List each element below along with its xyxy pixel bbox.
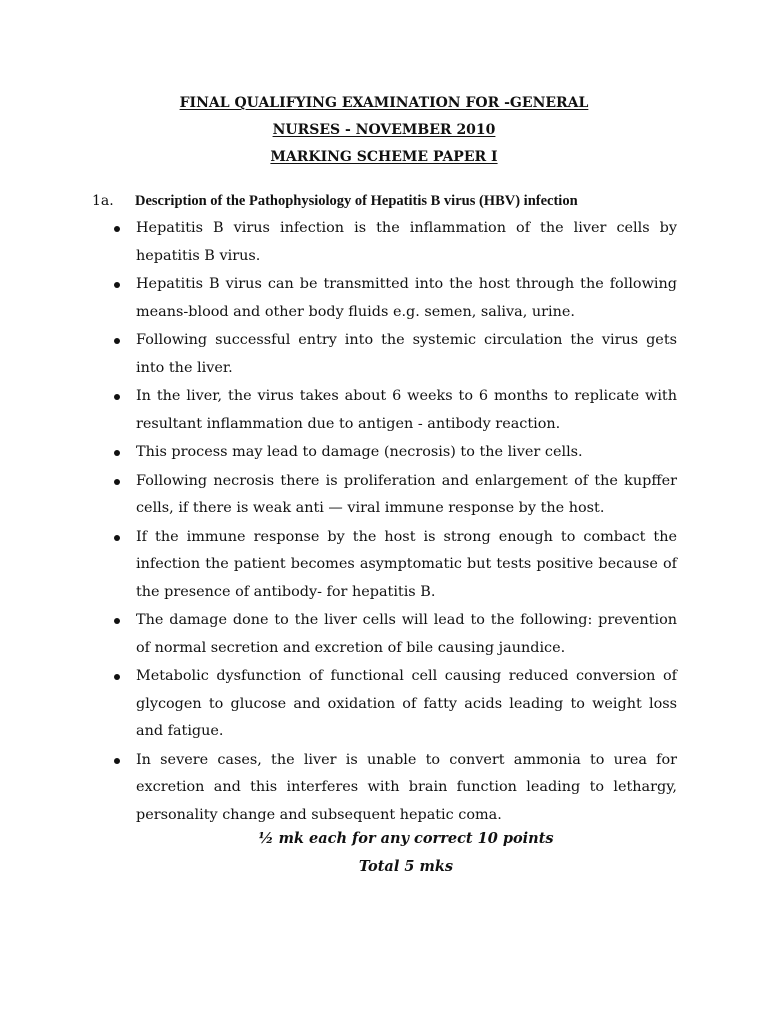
marks-total: Total 5 mks xyxy=(358,858,454,875)
bullet-icon xyxy=(114,674,120,680)
answer-point xyxy=(136,747,677,830)
answer-point xyxy=(136,439,677,467)
question-heading: Description of the Pathophysiology of Hepatitis B virus (HBV) infection xyxy=(135,193,578,209)
bullet-icon xyxy=(114,226,120,232)
answer-point xyxy=(136,524,677,607)
bullet-icon xyxy=(114,618,120,624)
bullet-icon xyxy=(114,282,120,288)
answer-point-text: If the immune response by the host is strong enough to combact the infection the patient becomes asymptomatic but tests positive because of the presence of antibody- for hepatitis B. xyxy=(136,528,677,600)
answer-point xyxy=(136,383,677,438)
answer-point xyxy=(136,215,677,270)
bullet-icon xyxy=(114,535,120,541)
exam-title-line-1: FINAL QUALIFYING EXAMINATION FOR -GENERAL xyxy=(179,95,589,111)
answer-point xyxy=(136,271,677,326)
answer-point-text: Following necrosis there is proliferation and enlargement of the kupffer cells, if there is weak anti — viral immune response by the host. xyxy=(136,472,677,516)
answer-point xyxy=(136,468,677,523)
marks-per-point: ½ mk each for any correct 10 points xyxy=(258,830,554,847)
answer-point-text: The damage done to the liver cells will lead to the following: prevention of normal secretion and excretion of bile causing jaundice. xyxy=(136,612,677,656)
answer-point-text: Hepatitis B virus infection is the inflammation of the liver cells by hepatitis B virus. xyxy=(136,220,677,264)
answer-point-text: Hepatitis B virus can be transmitted into the host through the following means-blood and other body fluids e.g. semen, saliva, urine. xyxy=(136,276,677,320)
exam-title-line-2: NURSES - NOVEMBER 2010 xyxy=(272,122,496,138)
answer-points-list xyxy=(136,215,677,829)
answer-point-text: In severe cases, the liver is unable to convert ammonia to urea for excretion and this interferes with brain function leading to lethargy, personality change and subsequent hepatic coma. xyxy=(136,751,677,823)
bullet-icon xyxy=(114,394,120,400)
answer-point xyxy=(136,663,677,746)
answer-point-text: Following successful entry into the systemic circulation the virus gets into the liver. xyxy=(136,332,677,376)
bullet-icon xyxy=(114,450,120,456)
answer-point-text: This process may lead to damage (necrosis) to the liver cells. xyxy=(136,444,583,460)
answer-point xyxy=(136,327,677,382)
bullet-icon xyxy=(114,758,120,764)
answer-point-text: In the liver, the virus takes about 6 weeks to 6 months to replicate with resultant inflammation due to antigen - antibody reaction. xyxy=(136,388,677,432)
bullet-icon xyxy=(114,479,120,485)
bullet-icon xyxy=(114,338,120,344)
answer-point xyxy=(136,607,677,662)
exam-title-line-3: MARKING SCHEME PAPER I xyxy=(270,149,498,165)
answer-point-text: Metabolic dysfunction of functional cell causing reduced conversion of glycogen to glucose and oxidation of fatty acids leading to weight loss and fatigue. xyxy=(136,668,677,739)
question-number: 1a. xyxy=(92,193,114,209)
